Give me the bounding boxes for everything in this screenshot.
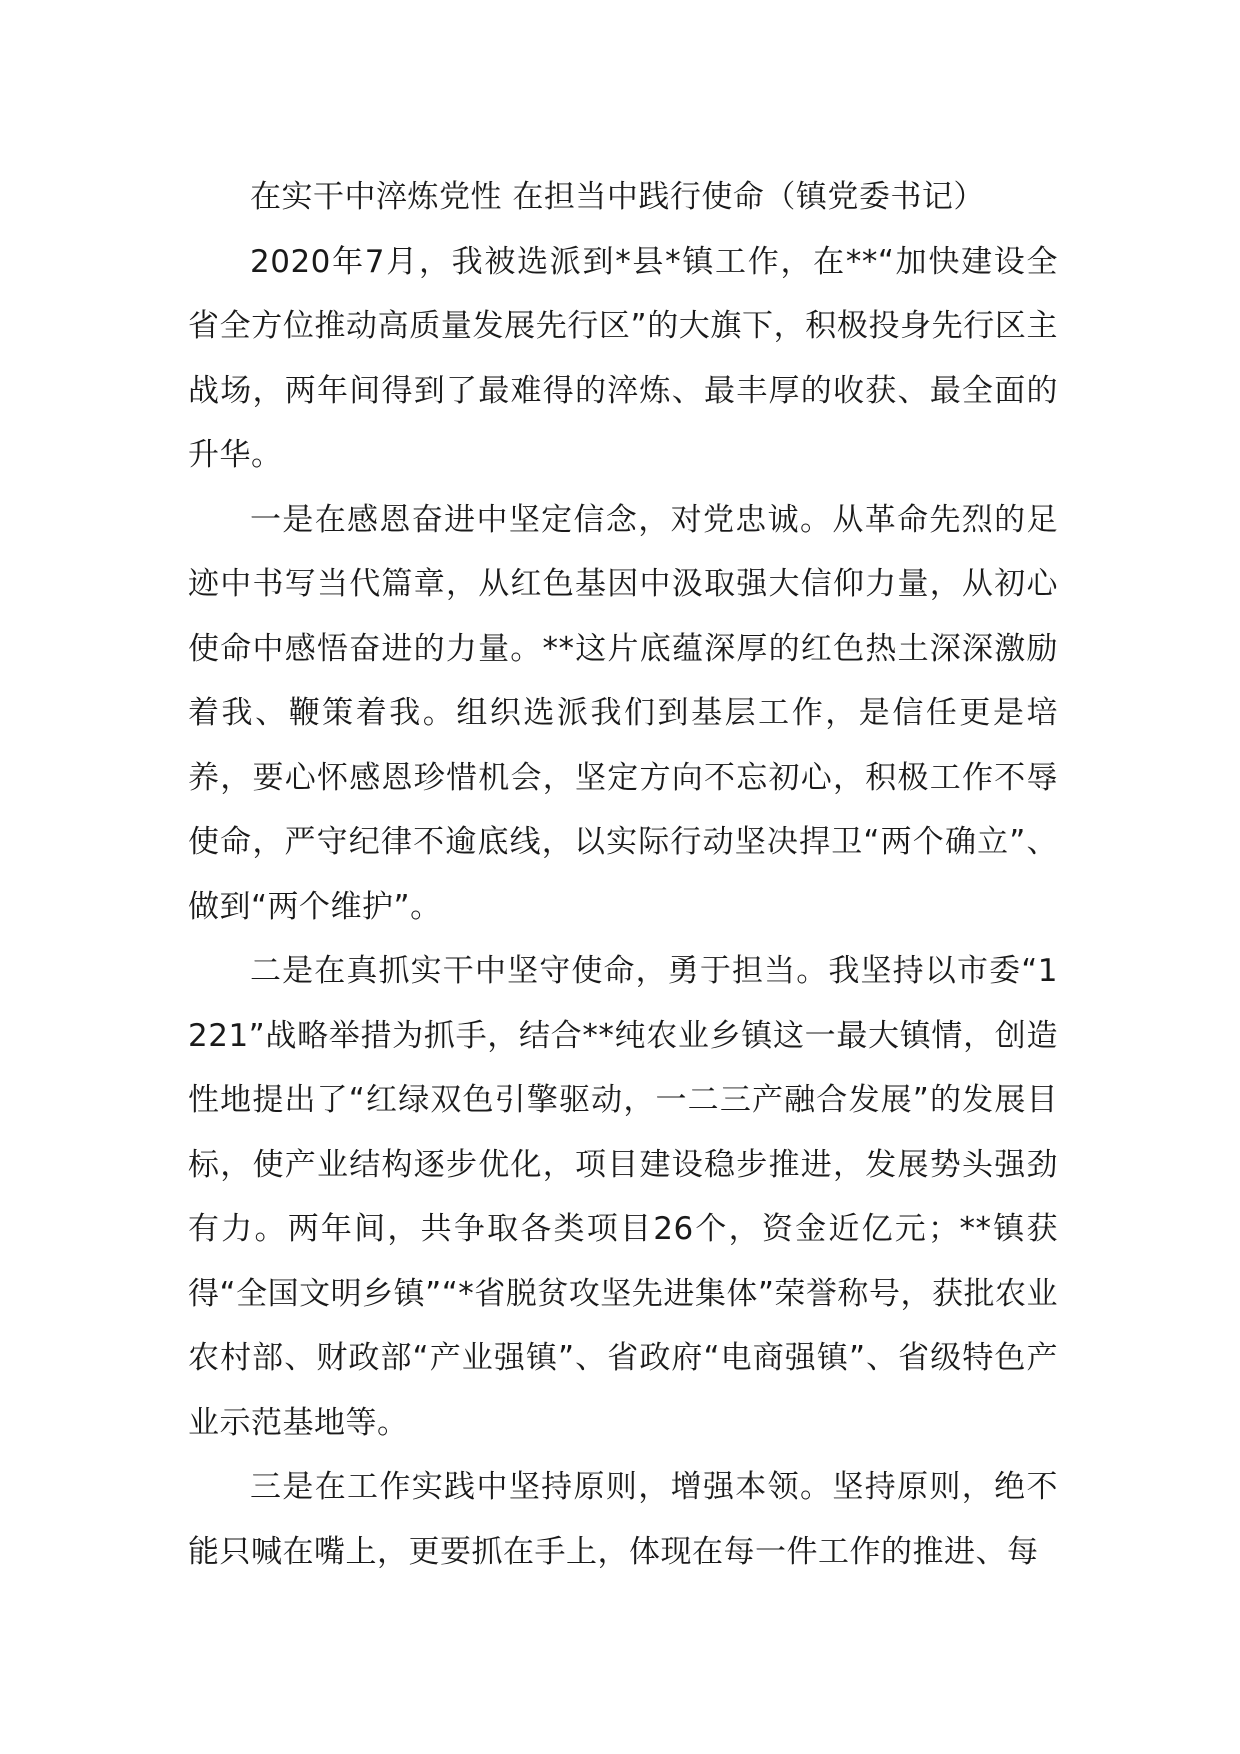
document-title: 在实干中淬炼党性 在担当中践行使命（镇党委书记）	[250, 179, 985, 215]
paragraph-point-three: 三是在工作实践中坚持原则，增强本领。坚持原则，绝不能只喊在嘴上，更要抓在手上，体现在每一件工作的推进、每	[188, 1469, 1058, 1570]
paragraph-intro: 2020年7月，我被选派到*县*镇工作，在**“加快建设全省全方位推动高质量发展先行区”的大旗下，积极投身先行区主战场，两年间得到了最难得的淬炼、最丰厚的收获、最全面的升华。	[188, 243, 1058, 473]
document-body	[188, 165, 1058, 1584]
paragraph-point-two: 二是在真抓实干中坚守使命，勇于担当。我坚持以市委“1221”战略举措为抓手，结合**纯农业乡镇这一最大镇情，创造性地提出了“红绿双色引擎驱动，一二三产融合发展”的发展目标，使产业结构逐步优化，项目建设稳步推进，发展势头强劲有力。两年间，共争取各类项目26个，资金近亿元；**镇获得“全国文明乡镇”“*省脱贫攻坚先进集体”荣誉称号，获批农业农村部、财政部“产业强镇”、省政府“电商强镇”、省级特色产业示范基地等。	[188, 953, 1058, 1441]
paragraph-point-one: 一是在感恩奋进中坚定信念，对党忠诚。从革命先烈的足迹中书写当代篇章，从红色基因中汲取强大信仰力量，从初心使命中感悟奋进的力量。**这片底蕴深厚的红色热土深深激励着我、鞭策着我。组织选派我们到基层工作，是信任更是培养，要心怀感恩珍惜机会，坚定方向不忘初心，积极工作不辱使命，严守纪律不逾底线，以实际行动坚决捍卫“两个确立”、做到“两个维护”。	[188, 501, 1058, 925]
